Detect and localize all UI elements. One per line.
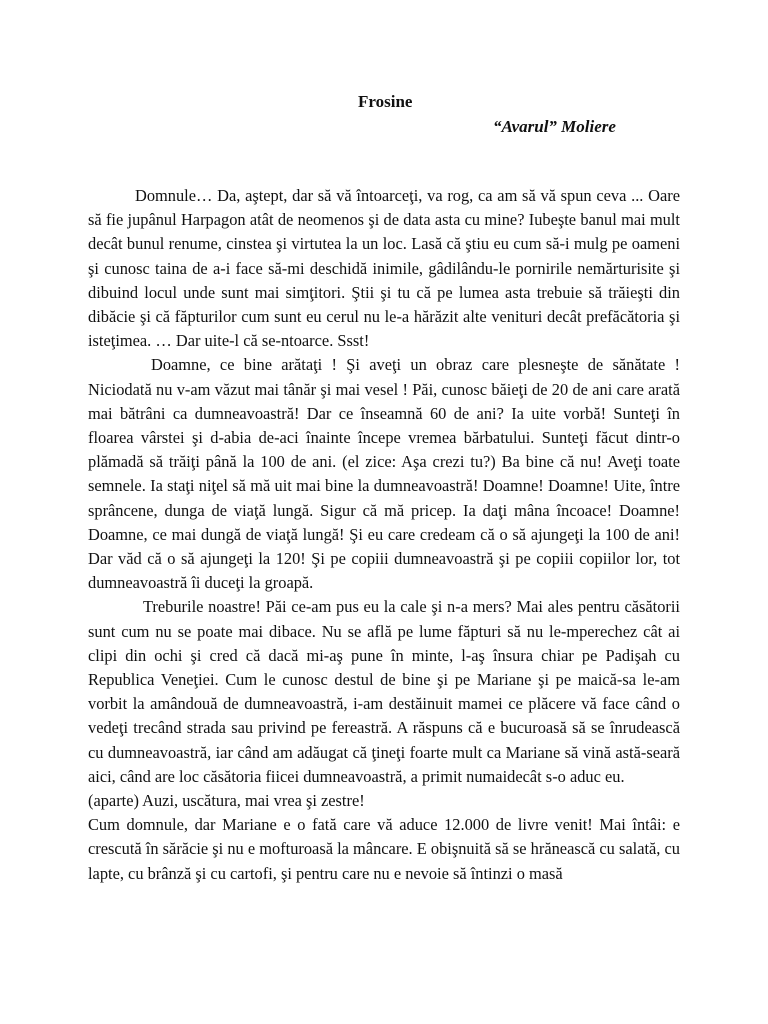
paragraph-5: Cum domnule, dar Mariane e o fată care vă aduce 12.000 de livre venit! Mai întâi: e crescută în sărăcie şi nu e mofturoasă la mâncare. E obişnuită să se hrănească cu salată, cu lapte, cu brânză şi cu cartofi, şi pentru care nu e nevoie să întinzi o masă — [88, 815, 680, 883]
paragraph-2: Doamne, ce bine arătaţi ! Şi aveţi un obraz care plesneşte de sănătate ! Niciodată nu v-am văzut mai tânăr şi mai vesel ! Păi, cunosc băieţi de 20 de ani care arată mai bătrâni ca dumneavoastră! Dar ce înseamnă 60 de ani? Ia uite vorbă! Sunteţi în floarea vârstei şi d-abia de-aci înainte începe vremea bărbatului. Sunteţi făcut dintr-o plămadă să trăiţi până la 100 de ani. (el zice: Aşa crezi tu?) Ba bine că nu! Aveţi toate semnele. Ia staţi niţel să mă uit mai bine la dumneavoastră! Doamne! Doamne! Uite, între sprâncene, dunga de viaţă lungă. Sigur că mă pricep. Ia daţi mâna încoace! Doamne! Doamne, ce mai dungă de viaţă lungă! Şi eu care credeam că o să ajungeţi la 100 de ani! Dar văd că o să ajungeţi la 120! Şi pe copiii dumneavoastră şi pe copiii copiilor lor, tot dumneavoastră îi duceţi la groapă. — [88, 355, 680, 593]
work-title-author: “Avarul” Moliere — [493, 117, 616, 136]
paragraph-1: Domnule… Da, aştept, dar să vă întoarceţi, va rog, ca am să vă spun ceva ... Oare să fie jupânul Harpagon atât de neomenos şi de data asta cu mine? Iubeşte banul mai mult decât bunul renume, cinstea şi virtutea la un loc. Lasă că ştiu eu cum să-i mulg pe oameni şi cunosc taina de a-i face să-mi deschidă inimile, gâdilându-le pornirile nemărturisite şi dibuind locul unde sunt mai simţitori. Ştii şi tu că pe lumea asta trebuie să trăieşti din dibăcie şi că făpturilor cum sunt eu cerul nu le-a hărăzit alte venituri decât prefăcătoria şi isteţimea. … Dar uite-l că se-ntoarce. Ssst! — [88, 186, 680, 351]
paragraph-3: Treburile noastre! Păi ce-am pus eu la cale şi n-a mers? Mai ales pentru căsătorii sunt cum nu se poate mai dibace. Nu se află pe lume făpturi să nu le-mperechez cât ai clipi din ochi şi cred că dacă mi-aş pune în minte, l-aş însura chiar pe Padişah cu Republica Veneţiei. Cum le cunosc destul de bine şi pe Mariane şi pe maică-sa le-am vorbit la amândouă de dumneavoastră, i-am destăinuit mamei ce plăcere vă face când o vedeţi trecând strada sau privind pe fereastră. A răspuns că e bucuroasă să se înrudească cu dumneavoastră, iar când am adăugat că ţineţi foarte mult ca Mariane să vină astă-seară aici, când are loc căsătoria fiicei dumneavoastră, a primit numaidecât s-o aduc eu. — [88, 597, 680, 786]
character-name: Frosine — [358, 92, 413, 111]
monologue-text — [88, 184, 680, 886]
paragraph-aside: (aparte) Auzi, uscătura, mai vrea şi zestre! — [88, 791, 365, 811]
